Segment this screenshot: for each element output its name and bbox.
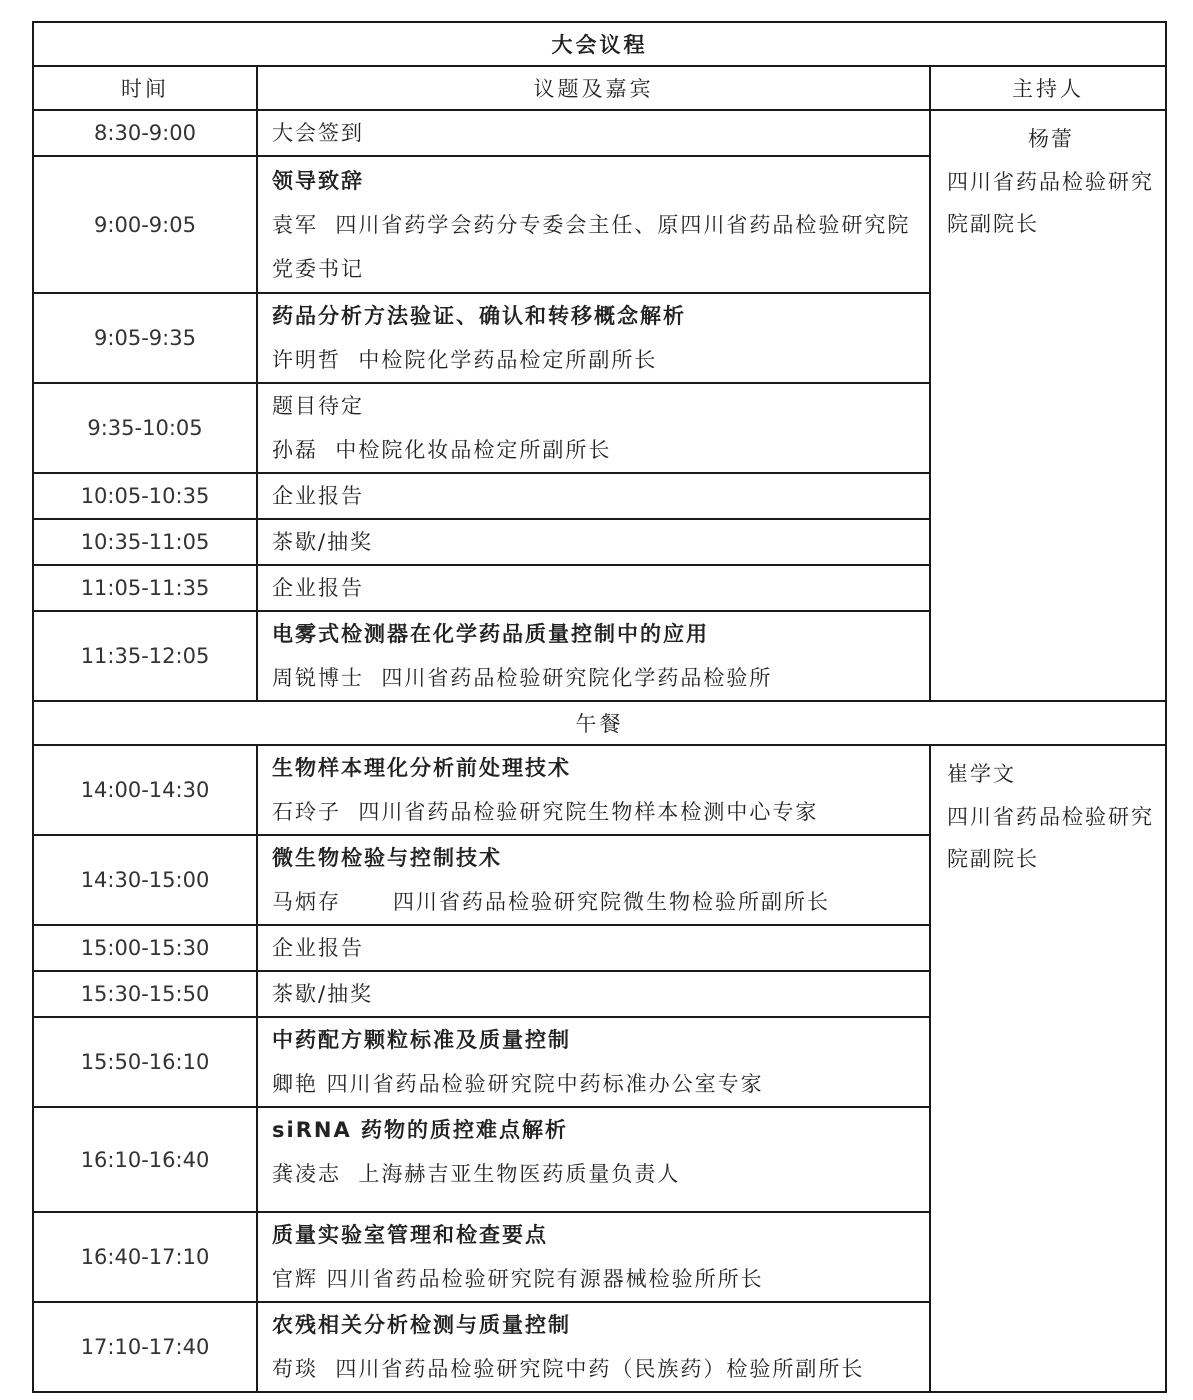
session-topic: 企业报告: [272, 484, 364, 508]
session-topic-cell: [257, 1107, 930, 1212]
session-topic: 质量实验室管理和检查要点: [272, 1223, 548, 1247]
session-topic-cell: [257, 835, 930, 925]
session-topic-cell: [257, 293, 930, 383]
session-time: 9:05-9:35: [33, 293, 257, 383]
session-time: 14:00-14:30: [33, 745, 257, 835]
session-time: 9:35-10:05: [33, 383, 257, 473]
session-topic-cell: [257, 925, 930, 971]
session-topic: siRNA 药物的质控难点解析: [272, 1118, 569, 1142]
session-topic: 领导致辞: [272, 168, 364, 193]
header-row: [33, 66, 1166, 110]
lunch-row: [33, 701, 1166, 745]
session-topic: 大会签到: [272, 121, 364, 145]
session-topic-cell: [257, 1212, 930, 1302]
session-topic: 题目待定: [272, 394, 364, 418]
header-host: 主持人: [930, 66, 1166, 110]
session-speaker: 孙磊 中检院化妆品检定所副所长: [272, 438, 612, 462]
host-name: 崔学文: [947, 762, 1016, 786]
session-topic-cell: [257, 1017, 930, 1107]
session-speaker: 周锐博士 四川省药品检验研究院化学药品检验所: [272, 666, 773, 690]
header-time: 时间: [33, 66, 257, 110]
host-title: 四川省药品检验研究院副院长: [947, 805, 1154, 871]
agenda-title: 大会议程: [33, 22, 1166, 66]
session-speaker: 马炳存 四川省药品检验研究院微生物检验所副所长: [272, 890, 831, 914]
session-topic: 企业报告: [272, 936, 364, 960]
session-topic-cell: [257, 383, 930, 473]
session-topic: 企业报告: [272, 576, 364, 600]
session-time: 16:40-17:10: [33, 1212, 257, 1302]
session-speaker: 龚凌志 上海赫吉亚生物医药质量负责人: [272, 1162, 681, 1186]
session-topic: 电雾式检测器在化学药品质量控制中的应用: [272, 622, 709, 646]
title-row: [33, 22, 1166, 66]
session-topic-cell: [257, 519, 930, 565]
session-topic-cell: [257, 473, 930, 519]
session-topic-cell: [257, 971, 930, 1017]
session-time: 15:00-15:30: [33, 925, 257, 971]
session-speaker: 官辉 四川省药品检验研究院有源器械检验所所长: [272, 1267, 764, 1291]
session-topic-cell: [257, 611, 930, 701]
session-time: 17:10-17:40: [33, 1302, 257, 1392]
session-speaker: 许明哲 中检院化学药品检定所副所长: [272, 348, 658, 372]
agenda-row: [33, 745, 1166, 835]
session-time: 16:10-16:40: [33, 1107, 257, 1212]
host-name: 杨蕾: [1028, 127, 1075, 151]
session-time: 10:05-10:35: [33, 473, 257, 519]
session-speaker: 苟琰 四川省药品检验研究院中药（民族药）检验所副所长: [272, 1357, 865, 1381]
session-time: 8:30-9:00: [33, 110, 257, 156]
session-speaker: 卿艳 四川省药品检验研究院中药标准办公室专家: [272, 1072, 764, 1096]
agenda-row: [33, 110, 1166, 156]
session-topic-cell: [257, 1302, 930, 1392]
session-time: 10:35-11:05: [33, 519, 257, 565]
session-time: 15:50-16:10: [33, 1017, 257, 1107]
session-topic: 微生物检验与控制技术: [272, 846, 502, 870]
session-topic-cell: [257, 110, 930, 156]
morning-host-cell: [930, 110, 1166, 701]
header-topic: 议题及嘉宾: [257, 66, 930, 110]
session-topic: 药品分析方法验证、确认和转移概念解析: [272, 304, 686, 328]
session-time: 15:30-15:50: [33, 971, 257, 1017]
session-topic: 生物样本理化分析前处理技术: [272, 756, 571, 780]
session-topic-cell: [257, 745, 930, 835]
session-topic-cell: [257, 565, 930, 611]
agenda-table: [32, 21, 1167, 1393]
session-topic: 农残相关分析检测与质量控制: [272, 1313, 571, 1337]
session-topic: 茶歇/抽奖: [272, 982, 374, 1006]
session-topic: 茶歇/抽奖: [272, 530, 374, 554]
lunch-label: 午餐: [33, 701, 1166, 745]
session-topic: 中药配方颗粒标准及质量控制: [272, 1028, 571, 1052]
session-time: 9:00-9:05: [33, 156, 257, 293]
session-time: 14:30-15:00: [33, 835, 257, 925]
afternoon-host-cell: [930, 745, 1166, 1392]
session-topic-cell: [257, 156, 930, 293]
session-time: 11:05-11:35: [33, 565, 257, 611]
session-speaker: 袁军 四川省药学会药分专委会主任、原四川省药品检验研究院党委书记: [272, 212, 911, 281]
session-time: 11:35-12:05: [33, 611, 257, 701]
host-title: 四川省药品检验研究院副院长: [947, 170, 1154, 236]
session-speaker: 石玲子 四川省药品检验研究院生物样本检测中心专家: [272, 800, 819, 824]
